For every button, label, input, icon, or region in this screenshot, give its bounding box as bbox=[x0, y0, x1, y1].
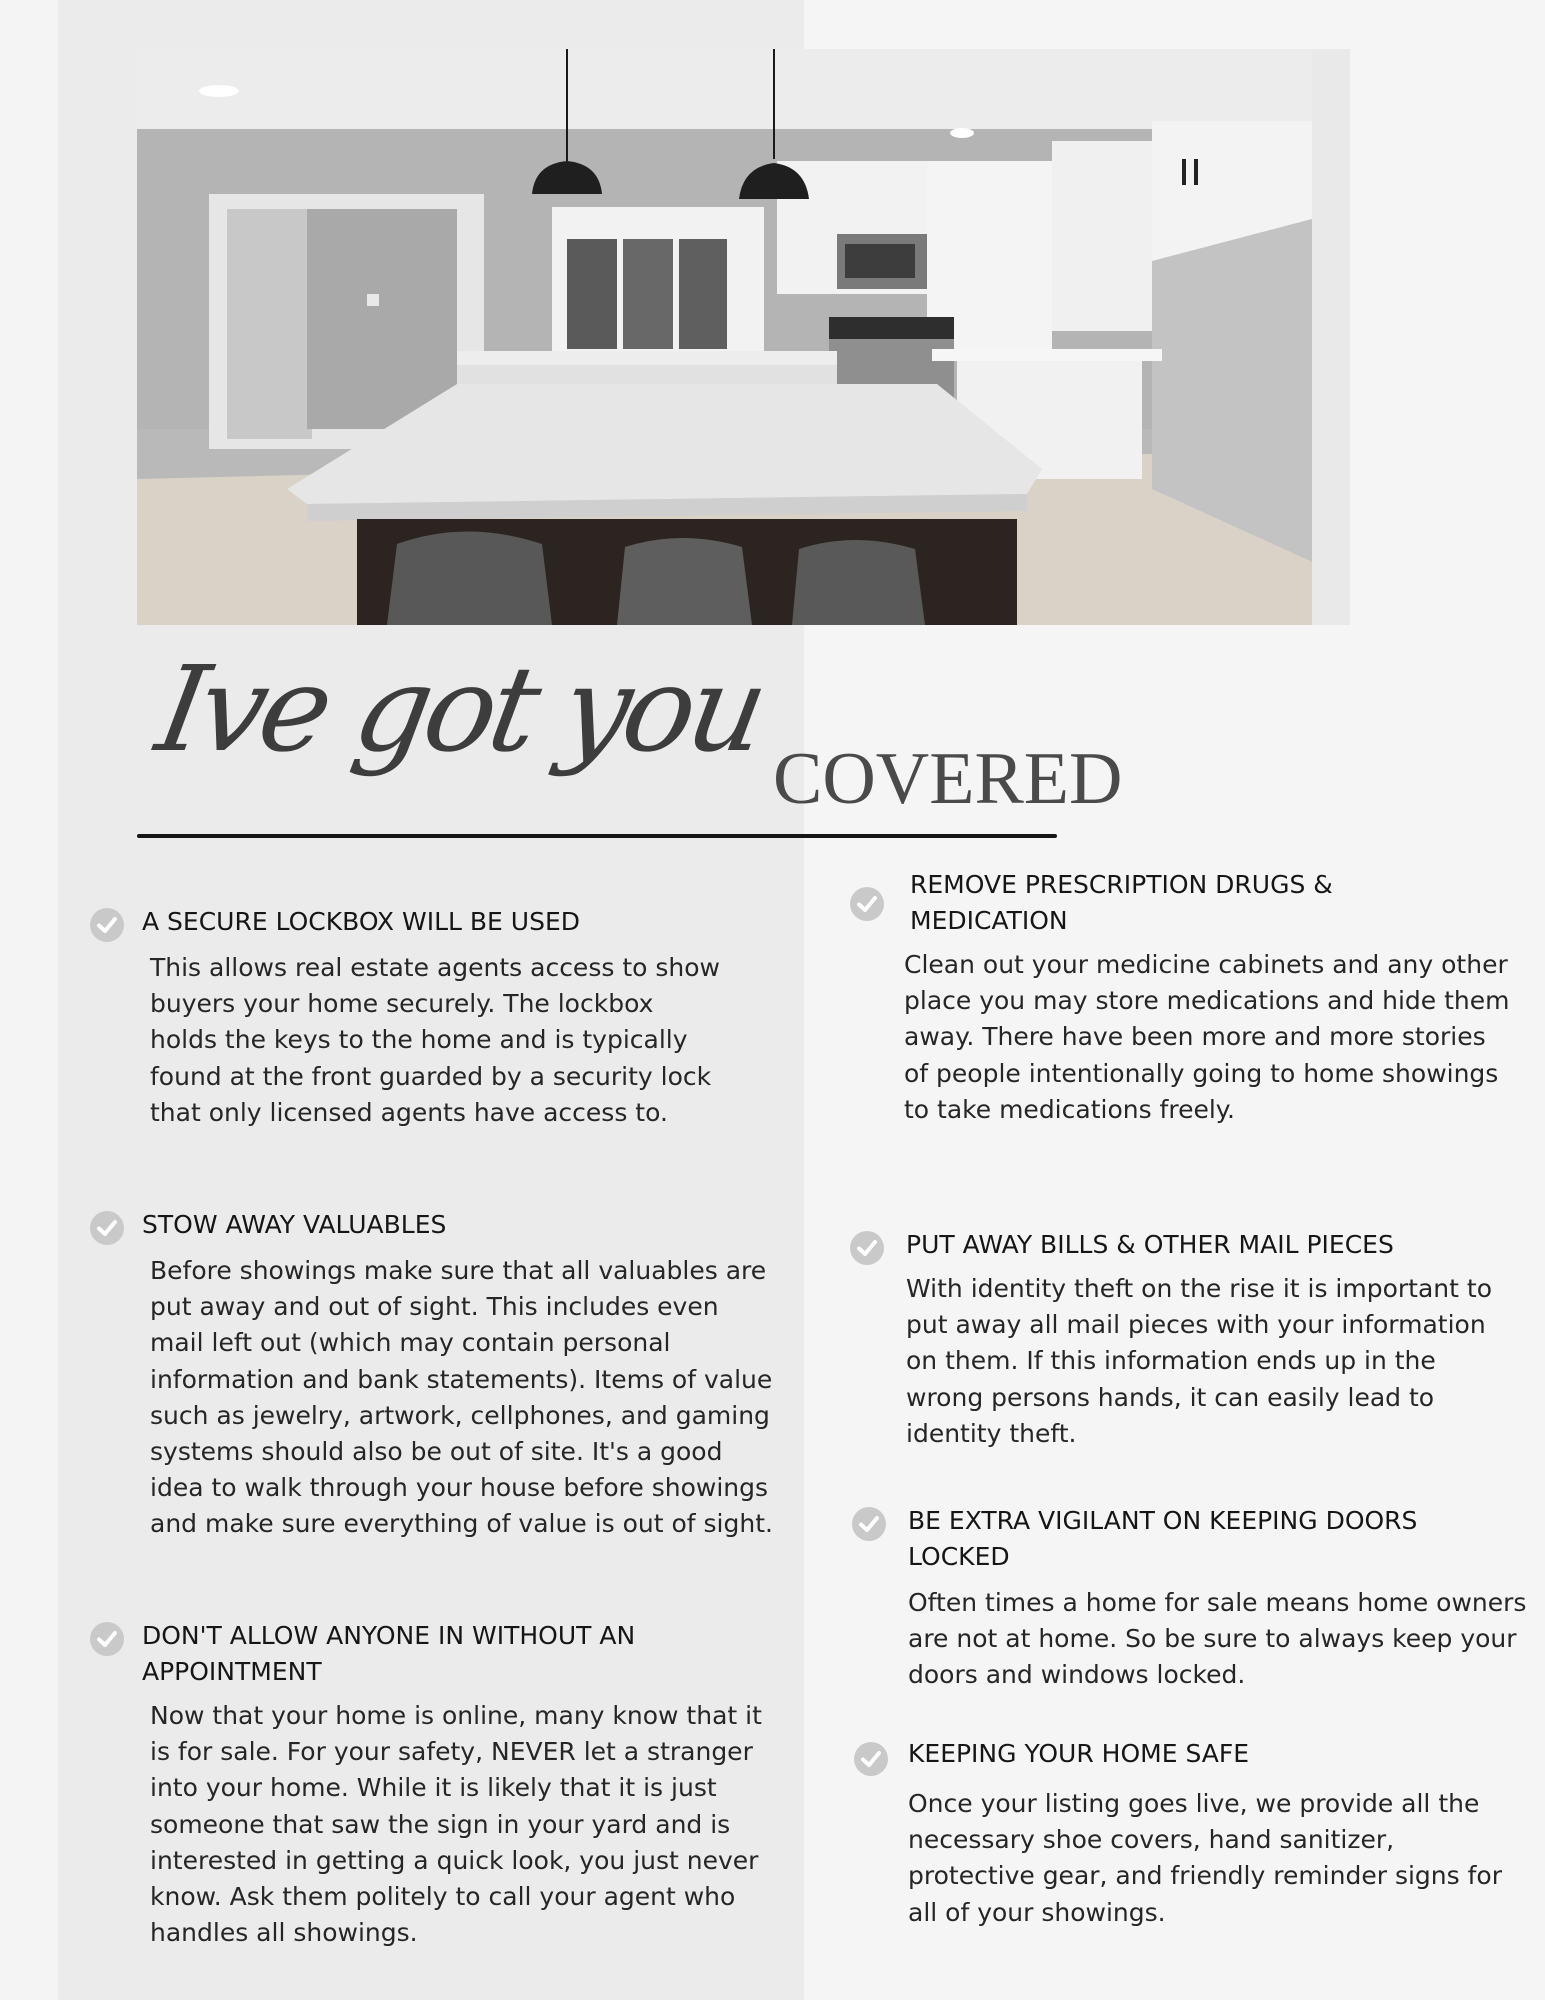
tip-title: PUT AWAY BILLS & OTHER MAIL PIECES bbox=[906, 1230, 1394, 1259]
heading-underline bbox=[137, 834, 1057, 838]
tip-body: Before showings make sure that all valuables are put away and out of sight. This includes even mail left out (which may contain personal information and bank statements). Items of value such as jewelry, artwork, cellphones, and gaming systems should also be out of site. It's a good idea to walk through your house before showings and make sure everything of value is out of sight. bbox=[150, 1256, 773, 1539]
check-circle-icon bbox=[90, 908, 124, 942]
check-circle-icon bbox=[90, 1622, 124, 1656]
hero-kitchen-photo bbox=[137, 49, 1350, 625]
heading-covered-text: COVERED bbox=[773, 738, 1123, 820]
tip-title: DON'T ALLOW ANYONE IN WITHOUT AN APPOINTMENT bbox=[142, 1621, 636, 1686]
tip-title: STOW AWAY VALUABLES bbox=[142, 1210, 447, 1239]
check-circle-icon bbox=[90, 1211, 124, 1245]
kitchen-photo-icon bbox=[137, 49, 1350, 625]
check-circle-icon bbox=[850, 887, 884, 921]
tip-body: With identity theft on the rise it is important to put away all mail pieces with your information on them. If this information ends up in the wrong persons hands, it can easily lead to identity theft. bbox=[906, 1274, 1492, 1448]
check-circle-icon bbox=[854, 1742, 888, 1776]
tip-title: REMOVE PRESCRIPTION DRUGS & MEDICATION bbox=[910, 870, 1333, 935]
check-circle-icon bbox=[850, 1231, 884, 1265]
tip-body: Once your listing goes live, we provide all the necessary shoe covers, hand sanitizer, protective gear, and friendly reminder signs for all of your showings. bbox=[908, 1789, 1502, 1927]
heading-script-text: Ive got you bbox=[147, 640, 772, 778]
tip-title: KEEPING YOUR HOME SAFE bbox=[908, 1739, 1250, 1768]
tip-body: Now that your home is online, many know that it is for sale. For your safety, NEVER let a stranger into your home. While it is likely that it is just someone that saw the sign in your yard and is interested in getting a quick look, you just never know. Ask them politely to call your agent who handles all showings. bbox=[150, 1701, 762, 1948]
check-circle-icon bbox=[852, 1507, 886, 1541]
tip-title: BE EXTRA VIGILANT ON KEEPING DOORS LOCKED bbox=[908, 1506, 1418, 1571]
tip-body: Clean out your medicine cabinets and any other place you may store medications and hide them away. There have been more and more stories of people intentionally going to home showings to take medications freely. bbox=[904, 950, 1510, 1124]
tip-title: A SECURE LOCKBOX WILL BE USED bbox=[142, 907, 581, 936]
tip-body: Often times a home for sale means home owners are not at home. So be sure to always keep your doors and windows locked. bbox=[908, 1588, 1527, 1690]
tip-body: This allows real estate agents access to show buyers your home securely. The lockbox holds the keys to the home and is typically found at the front guarded by a security lock that only licensed agents have access to. bbox=[150, 953, 720, 1127]
